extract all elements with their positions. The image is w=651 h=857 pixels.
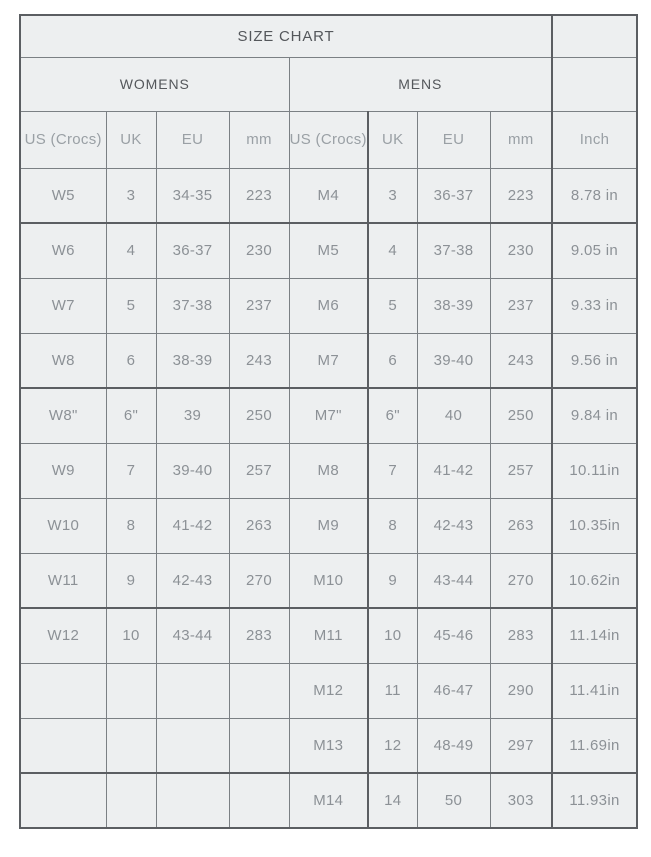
mens-uk-cell: 4 xyxy=(368,223,417,278)
mens-mm-cell: 250 xyxy=(490,388,552,443)
inch-cell: 11.93in xyxy=(552,773,637,828)
inch-cell: 9.56 in xyxy=(552,333,637,388)
table-row xyxy=(20,498,637,553)
inch-cell: 10.35in xyxy=(552,498,637,553)
womens-us-header: US (Crocs) xyxy=(20,111,106,168)
mens-eu-cell: 40 xyxy=(417,388,490,443)
table-row xyxy=(20,608,637,663)
mens-uk-cell: 6" xyxy=(368,388,417,443)
table-row xyxy=(20,168,637,223)
table-row xyxy=(20,718,637,773)
mens-section-header: MENS xyxy=(289,57,552,111)
womens-uk-cell: 10 xyxy=(106,608,156,663)
womens-uk-cell: 3 xyxy=(106,168,156,223)
table-row xyxy=(20,278,637,333)
inch-cell: 9.33 in xyxy=(552,278,637,333)
mens-mm-cell: 303 xyxy=(490,773,552,828)
mens-us-cell: M8 xyxy=(289,443,368,498)
womens-mm-cell xyxy=(229,663,289,718)
womens-eu-cell: 37-38 xyxy=(156,278,229,333)
womens-us-cell xyxy=(20,663,106,718)
table-row xyxy=(20,223,637,278)
womens-eu-cell: 36-37 xyxy=(156,223,229,278)
womens-us-cell: W8" xyxy=(20,388,106,443)
inch-cell: 11.41in xyxy=(552,663,637,718)
womens-uk-cell: 6" xyxy=(106,388,156,443)
womens-uk-cell: 9 xyxy=(106,553,156,608)
womens-mm-cell: 283 xyxy=(229,608,289,663)
womens-us-cell: W6 xyxy=(20,223,106,278)
womens-section-header: WOMENS xyxy=(20,57,289,111)
mens-uk-cell: 10 xyxy=(368,608,417,663)
womens-mm-cell: 263 xyxy=(229,498,289,553)
mens-us-cell: M9 xyxy=(289,498,368,553)
womens-uk-header: UK xyxy=(106,111,156,168)
womens-uk-cell: 5 xyxy=(106,278,156,333)
mens-us-cell: M5 xyxy=(289,223,368,278)
womens-eu-cell: 38-39 xyxy=(156,333,229,388)
womens-uk-cell xyxy=(106,718,156,773)
mens-mm-header: mm xyxy=(490,111,552,168)
womens-eu-cell: 39-40 xyxy=(156,443,229,498)
mens-uk-cell: 12 xyxy=(368,718,417,773)
inch-cell: 10.11in xyxy=(552,443,637,498)
mens-us-cell: M7" xyxy=(289,388,368,443)
womens-us-cell: W8 xyxy=(20,333,106,388)
mens-us-header: US (Crocs) xyxy=(289,111,368,168)
womens-uk-cell: 7 xyxy=(106,443,156,498)
table-row xyxy=(20,663,637,718)
mens-us-cell: M10 xyxy=(289,553,368,608)
mens-mm-cell: 297 xyxy=(490,718,552,773)
womens-mm-cell xyxy=(229,773,289,828)
womens-us-cell: W7 xyxy=(20,278,106,333)
mens-uk-cell: 5 xyxy=(368,278,417,333)
mens-mm-cell: 237 xyxy=(490,278,552,333)
womens-uk-cell: 8 xyxy=(106,498,156,553)
mens-uk-cell: 8 xyxy=(368,498,417,553)
mens-uk-cell: 7 xyxy=(368,443,417,498)
inch-cell: 11.14in xyxy=(552,608,637,663)
womens-mm-cell xyxy=(229,718,289,773)
womens-uk-cell: 6 xyxy=(106,333,156,388)
womens-eu-cell: 34-35 xyxy=(156,168,229,223)
womens-eu-cell: 42-43 xyxy=(156,553,229,608)
womens-us-cell xyxy=(20,773,106,828)
title-row-corner-cell xyxy=(552,15,637,57)
mens-eu-cell: 46-47 xyxy=(417,663,490,718)
womens-uk-cell xyxy=(106,663,156,718)
mens-mm-cell: 257 xyxy=(490,443,552,498)
mens-uk-cell: 14 xyxy=(368,773,417,828)
mens-eu-cell: 43-44 xyxy=(417,553,490,608)
womens-eu-cell xyxy=(156,663,229,718)
inch-cell: 11.69in xyxy=(552,718,637,773)
mens-mm-cell: 230 xyxy=(490,223,552,278)
inch-cell: 9.05 in xyxy=(552,223,637,278)
mens-uk-cell: 9 xyxy=(368,553,417,608)
mens-us-cell: M14 xyxy=(289,773,368,828)
table-row xyxy=(20,443,637,498)
size-chart-table xyxy=(19,14,638,829)
table-row xyxy=(20,333,637,388)
mens-eu-cell: 36-37 xyxy=(417,168,490,223)
mens-us-cell: M12 xyxy=(289,663,368,718)
table-row xyxy=(20,773,637,828)
mens-us-cell: M4 xyxy=(289,168,368,223)
womens-mm-cell: 257 xyxy=(229,443,289,498)
womens-mm-cell: 250 xyxy=(229,388,289,443)
womens-eu-cell xyxy=(156,718,229,773)
page xyxy=(0,14,651,857)
mens-eu-cell: 42-43 xyxy=(417,498,490,553)
section-row xyxy=(20,57,637,111)
womens-mm-cell: 237 xyxy=(229,278,289,333)
mens-eu-cell: 45-46 xyxy=(417,608,490,663)
mens-uk-header: UK xyxy=(368,111,417,168)
mens-eu-cell: 39-40 xyxy=(417,333,490,388)
column-header-row xyxy=(20,111,637,168)
mens-eu-header: EU xyxy=(417,111,490,168)
inch-cell: 9.84 in xyxy=(552,388,637,443)
womens-eu-cell: 41-42 xyxy=(156,498,229,553)
table-row xyxy=(20,553,637,608)
title-row xyxy=(20,15,637,57)
womens-us-cell: W10 xyxy=(20,498,106,553)
size-chart-title: SIZE CHART xyxy=(20,15,552,57)
mens-mm-cell: 290 xyxy=(490,663,552,718)
mens-eu-cell: 50 xyxy=(417,773,490,828)
womens-mm-cell: 230 xyxy=(229,223,289,278)
section-row-corner-cell xyxy=(552,57,637,111)
mens-eu-cell: 38-39 xyxy=(417,278,490,333)
mens-uk-cell: 6 xyxy=(368,333,417,388)
inch-cell: 10.62in xyxy=(552,553,637,608)
womens-us-cell xyxy=(20,718,106,773)
womens-us-cell: W11 xyxy=(20,553,106,608)
mens-mm-cell: 223 xyxy=(490,168,552,223)
womens-uk-cell xyxy=(106,773,156,828)
mens-mm-cell: 263 xyxy=(490,498,552,553)
mens-uk-cell: 3 xyxy=(368,168,417,223)
mens-uk-cell: 11 xyxy=(368,663,417,718)
mens-us-cell: M6 xyxy=(289,278,368,333)
mens-mm-cell: 283 xyxy=(490,608,552,663)
mens-us-cell: M7 xyxy=(289,333,368,388)
womens-eu-cell: 43-44 xyxy=(156,608,229,663)
inch-cell: 8.78 in xyxy=(552,168,637,223)
womens-mm-cell: 243 xyxy=(229,333,289,388)
womens-mm-cell: 223 xyxy=(229,168,289,223)
womens-eu-cell: 39 xyxy=(156,388,229,443)
womens-eu-header: EU xyxy=(156,111,229,168)
mens-mm-cell: 243 xyxy=(490,333,552,388)
inch-header: Inch xyxy=(552,111,637,168)
womens-eu-cell xyxy=(156,773,229,828)
womens-us-cell: W5 xyxy=(20,168,106,223)
mens-mm-cell: 270 xyxy=(490,553,552,608)
mens-us-cell: M11 xyxy=(289,608,368,663)
womens-mm-header: mm xyxy=(229,111,289,168)
mens-us-cell: M13 xyxy=(289,718,368,773)
mens-eu-cell: 37-38 xyxy=(417,223,490,278)
womens-mm-cell: 270 xyxy=(229,553,289,608)
womens-us-cell: W9 xyxy=(20,443,106,498)
mens-eu-cell: 41-42 xyxy=(417,443,490,498)
womens-uk-cell: 4 xyxy=(106,223,156,278)
mens-eu-cell: 48-49 xyxy=(417,718,490,773)
table-row xyxy=(20,388,637,443)
womens-us-cell: W12 xyxy=(20,608,106,663)
